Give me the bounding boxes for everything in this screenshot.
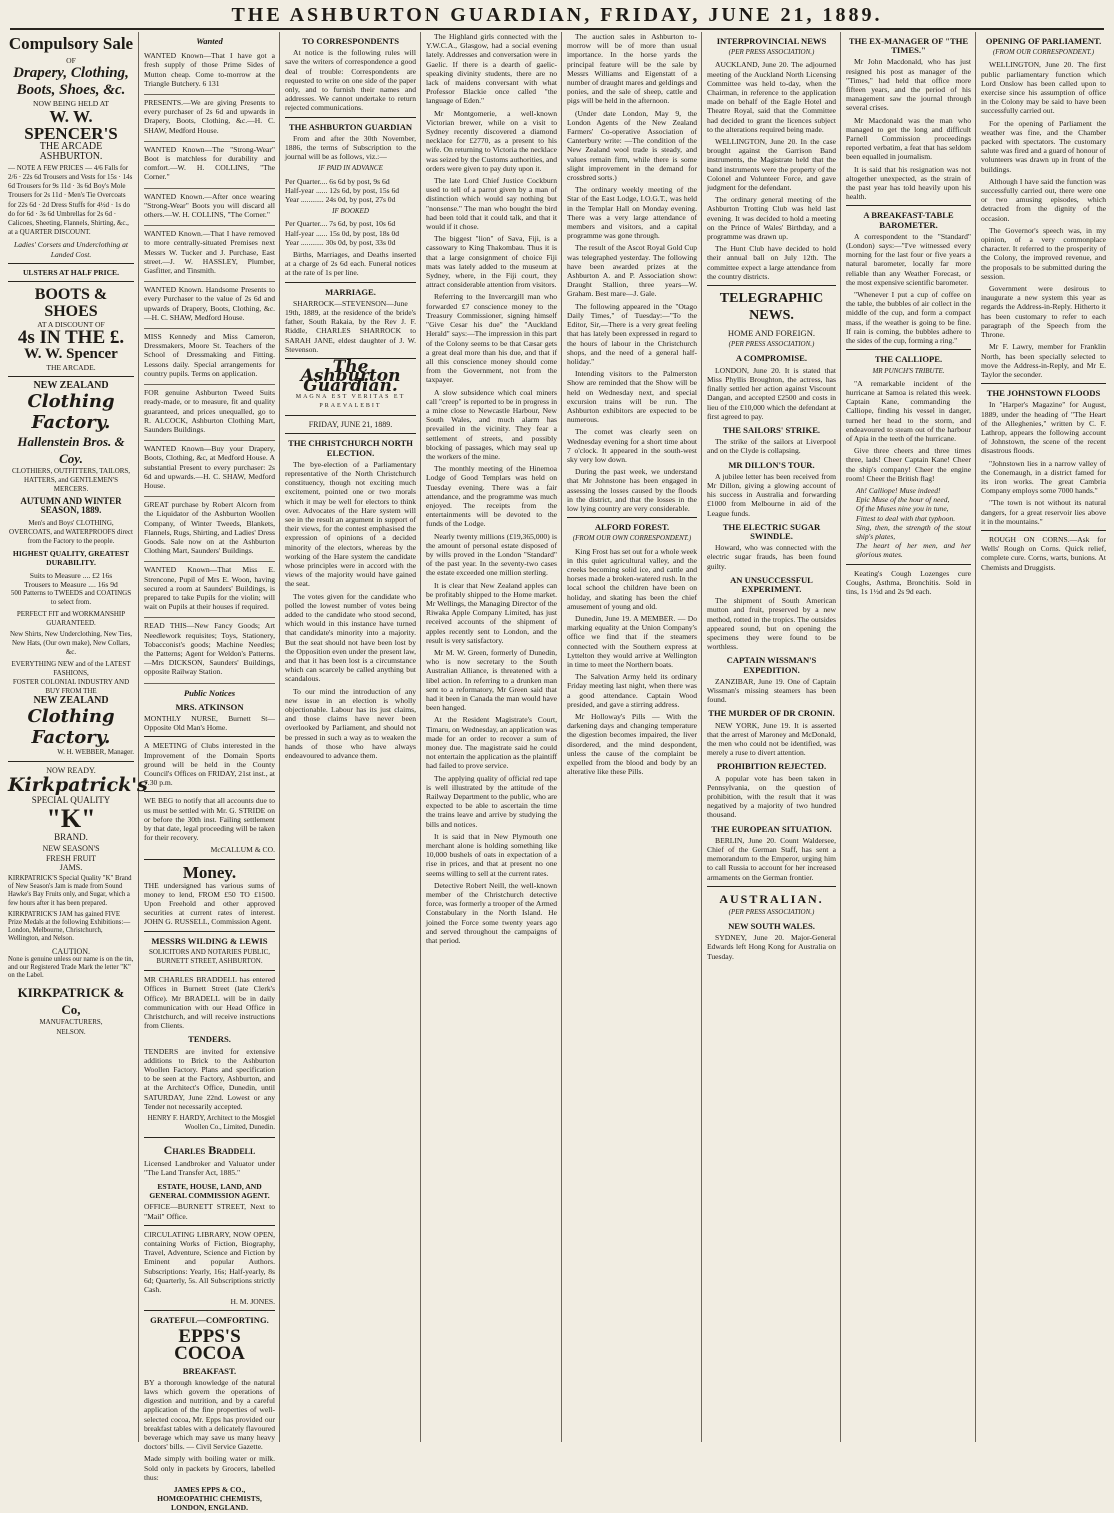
sailors-heading: THE SAILORS' STRIKE. (722, 424, 821, 435)
wanted-ad: WANTED Known—That Miss E. Strencone, Pupil of Mrs E. Woon, having secured a room at Saunders' Buildings, is prepared to take Pupils for the violin; will wait on Pupils at their houses if required. (144, 562, 275, 618)
column-6 (703, 32, 841, 1442)
trousers-price: Trousers to Measure .... 16s 9d (24, 579, 118, 589)
news-paragraph: Intending visitors to the Palmerston Show are reminded that the Show will be held on Wednesday next, and special excursion trains will be run. The Ashburton exhibitors are expected to be numerous. (567, 369, 697, 425)
column-7 (842, 32, 976, 1442)
masthead (10, 2, 1104, 30)
meeting-notice: A MEETING of Clubs interested in the Improvement of the Domain Sports ground will be held in the County Council's Offices on FRIDAY, 21st inst., at 7.30 p.m. (144, 741, 275, 788)
news-paragraph: WELLINGTON, June 20. The first public parliamentary function which Lord Onslow has been called upon to exercise since his assumption of office in the Colony may be said to have been successfully carried out. (981, 60, 1106, 116)
poem-line: Of the Muses nine you in tune, (856, 504, 949, 514)
tariff-line: Per Quarter.... 7s 6d, by post, 10s 6d (285, 219, 396, 229)
season-line: AUTUMN AND WINTER SEASON, 1889. (20, 496, 122, 516)
mccallum-sign: McCALLUM & CO. (210, 845, 275, 855)
quality-line: HIGHEST QUALITY, GREATEST DURABILITY. (12, 549, 130, 568)
news-paragraph: The auction sales in Ashburton to-morrow will be of more than usual importance. In the horse yards the principal feature will be the sale by Messrs Williams and Eigenstatt of a number of draught mares and geldings and ponies, and the sale of sheep, cattle and pigs will be held in the afternoon. (567, 32, 697, 106)
nelson: NELSON. (56, 1027, 86, 1036)
tenders-heading: TENDERS. (188, 1034, 231, 1045)
sale-of: OF (66, 56, 76, 65)
new-season: NEW SEASON'S (42, 844, 100, 854)
news-paragraph: The ordinary weekly meeting of the Star of the East Lodge, I.O.G.T., was held in the Templar Hall on Monday evening. There was a very large attendance of members and visitors, and a capital programme was gone through. (567, 185, 697, 241)
tariff-advance-label: IF PAID IN ADVANCE (318, 164, 383, 173)
prohibition-text: A popular vote has been taken in Pennsylvania, on the question of prohibition, with the result that it was negatived by a majority of two hundred thousand. (707, 773, 836, 820)
nsw-heading: NEW SOUTH WALES. (728, 921, 815, 932)
factory-heading: Clothing Factory. (27, 390, 115, 433)
sale-heading: Compulsory Sale (8, 34, 134, 53)
news-paragraph: "A remarkable incident of the hurricane at Samoa is related this week. Captain Kane, commanding the Calliope, finding his vessel in danger, turned her head to the storm, and endeavoured to steam out of the harbour of Apia in the teeth of the hurricane. (846, 378, 971, 443)
brand-k-logo: "K" (46, 804, 96, 834)
wilding-lewis: MESSRS WILDING & LEWIS (151, 935, 268, 946)
bradell-heading: Charles Braddell (163, 1142, 256, 1157)
news-paragraph: The applying quality of official red tape is well illustrated by the attitude of the Railway Department to the public, who are expected to be able to ascertain the time the trains leave and arrive by studying the bills and notices. (426, 773, 557, 829)
grateful-line: GRATEFUL—COMFORTING. (150, 1315, 269, 1326)
tariff-booked-label: IF BOOKED (332, 207, 369, 216)
interprov-heading: INTERPROVINCIAL NEWS (716, 36, 827, 46)
special-quality: SPECIAL QUALITY (31, 794, 111, 805)
column-8 (977, 32, 1110, 1442)
hallenstein-name: Hallenstein Bros. & Coy. (17, 433, 125, 466)
monthly-nurse: MONTHLY NURSE, Burnett St—Opposite Old Man's Home. (144, 713, 275, 733)
opening-sub: (FROM OUR CORRESPONDENT.) (992, 48, 1095, 57)
news-paragraph: Government were desirous to inaugurate a new system this year as regards the Address-in-Reply. Hitherto it has been customary to refer to each paragraph of the Speech from the Throne. (981, 284, 1106, 340)
news-paragraph: It is clear that New Zealand apples can be profitably shipped to the Home market. Mr Wellings, the Managing Director of the Riwaka Apple Company Limited, has just received accounts of the shipment of apples recently sent to London, and the result is very satisfactory. (426, 580, 557, 645)
kirk-co: KIRKPATRICK & Co, (17, 985, 125, 1018)
floods-heading: THE JOHNSTOWN FLOODS (986, 388, 1101, 399)
australian-heading: AUSTRALIAN. (719, 891, 824, 906)
column-1 (4, 32, 148, 1442)
tariff-line: Year ............ 24s 0d, by post, 27s 0d (285, 195, 396, 205)
manufacturers: MANUFACTURERS, (39, 1018, 103, 1027)
news-paragraph: The late Lord Chief Justice Cockburn used to tell of a parrot given by a man of distinction which would say nothing but "nonsense." The man who bought the bird had been told that it could talk, and that it would if it chose. (426, 176, 557, 232)
kirkpatrick-heading: Kirkpatrick's (8, 773, 148, 796)
poem-line: Fittest to deal with that typhoon. (856, 513, 956, 523)
news-paragraph: Detective Robert Neill, the well-known member of the Christchurch detective force, was formerly a trooper of the Armed Constabulary in the North Island. He joined the Force some twenty years ago and served throughout the campaigns of that period. (426, 880, 557, 946)
leader-paragraph: The votes given for the candidate who polled the lowest number of votes being added to the candidate who stood second, which would in this instance have turned that candidate's minority into a majority. But the seat should not have been lost by the Opposition even under the present law, and that it has been lost is a circumstance which can scarcely be called anything but scandalous. (285, 591, 416, 684)
sailors-text: The strike of the sailors at Liverpool and on the Clyde is collapsing. (707, 437, 836, 456)
calliope-sub: MR PUNCH'S TRIBUTE. (872, 366, 945, 375)
barometer-heading: A BREAKFAST-TABLE BAROMETER. (863, 210, 954, 230)
wanted-ad: WANTED Known.—After once wearing "Strong-Wear" Boots you will discard all others.—W. H. COLLINS, "The Corner." (144, 189, 275, 227)
compromise-text: LONDON, June 20. It is stated that Miss Phyllis Broughton, the actress, has finally settled her action against Viscount Dangan, and accepted £2500 and costs in lieu of the £10,000 which the defendant at first agreed to pay. (707, 365, 836, 421)
news-paragraph: Give three cheers and three times three, lads! Cheer Captain Kane! Cheer the ship's company! Cheer the engine room! Cheer the British flag! (846, 446, 971, 483)
news-paragraph: The monthly meeting of the Hinemoa Lodge of Good Templars was held on Tuesday evening. There was a fair attendance, and the programme was much enjoyed. The receipts from the entertainments will be devoted to the funds of the Lodge. (426, 464, 557, 529)
marriage-notice: SHARROCK—STEVENSON—June 19th, 1889, at the residence of the bride's father, South Rakaia, by the Rev J. F. Riddle, CHARLES SHARROCK to SARAH JANE, eldest daughter of J. W. Stevenson. (285, 298, 416, 354)
paper-flag: The Ashburton Guardian. (300, 357, 401, 396)
news-paragraph: Mr Holloway's Pills — With the darkening days and changing temperature the digestion becomes impaired, the liver disordered, and the mind despondent, unless the cause of the complaint be expelled from the blood and body by an alterative like these Pills. (567, 712, 697, 777)
jam-description: KIRKPATRICK'S Special Quality "K" Brand of New Season's Jam is made from Sound Hawke's Bay Fruits only, and Sugar, which a few hours after it has been prepared. (8, 874, 132, 907)
tenders-text: TENDERS are invited for extensive additions to Brick to the Ashburton Woollen Factory. Plans and specification to be seen at the Factory, Ashburton, and at the Architect's Office, Dunedin, until SATURDAY, June 22nd. Lowest or any Tender not necessarily accepted. (144, 1046, 275, 1111)
estate-line: ESTATE, HOUSE, LAND, AND GENERAL COMMISSION AGENT. (149, 1181, 270, 1201)
telegraphic-heading: TELEGRAPHIC NEWS. (719, 291, 824, 324)
opening-heading: OPENING OF PARLIAMENT. (985, 36, 1102, 46)
news-paragraph: For the opening of Parliament the weather was fine, and the Chamber packed with spectators. The customary salute was fired and a guard of honour of volunteers was drawn up in front of the buildings. (981, 118, 1106, 174)
suits-price: Suits to Measure .... £2 16s (29, 570, 113, 580)
news-paragraph: A slow subsidence which coal miners call "creep" is reported to be in progress in a mine close to Newcastle Harbour, New South Wales, and much alarm has prevailed in the vicinity. They fear a settlement of streets, and possibly blocking of passages, which may seal up the workers of the mine. (426, 387, 557, 461)
accounts-notice: WE BEG to notify that all accounts due to us must be settled with Mr. G. STRIDE on or before the 30th inst. Failing settlement by that date, legal proceeding will be taken for their recovery. (144, 796, 275, 843)
australian-sub: (PER PRESS ASSOCIATION.) (728, 907, 815, 916)
nz-heading: NEW ZEALAND (33, 380, 109, 392)
experiment-heading: AN UNSUCCESSFUL EXPERIMENT. (730, 574, 813, 594)
alford-text: King Frost has set out for a whole week in this quiet agricultural valley, and the creeks becoming solid ice, and cattle and horses made a broken-watered rush. In the local school the children have been on holiday, and skating has been the chief amusement of young and old. (567, 546, 697, 611)
telegraphic-sub: HOME AND FOREIGN. (727, 328, 816, 339)
jams-label: JAMS. (59, 862, 83, 872)
sale-items: Drapery, Clothing, Boots, Shoes, &c. (13, 65, 129, 99)
tariff-line: Half-year ...... 15s 0d, by post, 18s 0d (285, 228, 400, 238)
solicitors-line: SOLICITORS AND NOTARIES PUBLIC, BURNETT STREET, ASHBURTON. (148, 947, 271, 966)
poem-line: Sing, then, the strength of the stout ship's plates, (856, 522, 971, 541)
poem-line: The heart of her men, and her glorious mates. (856, 541, 971, 560)
sugar-heading: THE ELECTRIC SUGAR SWINDLE. (722, 521, 821, 541)
library-signature: H. M. JONES. (230, 1297, 275, 1307)
news-paragraph: "Johnstown lies in a narrow valley of the Conemaugh, in a district famed for its iron works. The great Cambria Company employs some 7000 hands." (981, 458, 1106, 496)
wanted-ad: GREAT purchase by Robert Alcorn from the Liquidator of the Ashburton Woollen Company, of Winter Tweeds, Blankets, Flannels, Rugs, Shirting, and Ladies' Dress Goods. Sale now on at the Ashburton Clothing Mart, Saunders' Buildings. (144, 497, 275, 562)
masthead-title: THE ASHBURTON GUARDIAN, FRIDAY, JUNE 21, 1889. (231, 4, 883, 26)
interprov-sub: (PER PRESS ASSOCIATION.) (728, 48, 815, 57)
marriage-heading: MARRIAGE. (325, 286, 376, 297)
news-paragraph: Mr Macdonald was the man who managed to get the long and difficult Parnell Commission proceedings reported verbatim, a feat that has seldom been equalled in journalism. (846, 115, 971, 162)
atkinson-name: MRS. ATKINSON (175, 701, 244, 712)
news-paragraph: The ordinary general meeting of the Ashburton Trotting Club was held last evening. It was decided to hold a meeting on the Prince of Wales' Birthday, and a programme was drawn up. (707, 195, 836, 242)
money-text: THE undersigned has various sums of money to lend, FROM £50 TO £1500. Upon Freehold and other approved securities at current rates of interest. JOHN G. RUSSELL, Commission Agent. (144, 880, 275, 927)
epps-made: Made simply with boiling water or milk. Sold only in packets by Grocers, labelled thus: (144, 1454, 275, 1482)
column-3 (281, 32, 421, 1442)
sugar-text: Howard, who was connected with the electric sugar frauds, has been found guilty. (707, 543, 836, 571)
calliope-heading: THE CALLIOPE. (874, 354, 943, 365)
tariff-line: Half-year ...... 12s 6d, by post, 15s 6d (285, 185, 400, 195)
news-paragraph: WELLINGTON, June 20. In the case brought against the Garrison Band instruments, the Magistrate held that the band instruments were the property of the Colonel and Volunteer Force, and gave judgment for the defendant. (707, 137, 836, 193)
cronin-text: NEW YORK, June 19. It is asserted that the arrest of Maroney and McDonald, the men who could not be identified, was merely a ruse to divert attention. (707, 720, 836, 758)
poem-block (846, 486, 971, 560)
correspondents-text: At notice is the following rules will save the writers of correspondence a good deal of trouble: Correspondents are requested to write on one side of the paper only, and to furnish their names and addresses. We cannot undertake to return rejected communications. (285, 48, 416, 113)
wanted-ad: FOR genuine Ashburton Tweed Suits ready-made, or to measure, fit and quality guaranteed, and prices unequalled, go to R. ALCOCK, Ashburton Clothing Mart, Saunders Buildings. (144, 385, 275, 441)
sale-now: NOW BEING HELD AT (33, 99, 109, 109)
news-paragraph: Mr Montgomerie, a well-known Victorian brewer, while on a visit to Sydney recently discovered a diamond necklace for £2770, as a present to his wife. On returning to Victoria the necklace was seized by the Customs authorities, and orders were given to pay duty upon it. (426, 108, 557, 173)
tariff-line: Per Quarter.... 6s 6d by post, 9s 6d (285, 176, 390, 186)
caution-text: None is genuine unless our name is on the tin, and our Registered Trade Mark the letter "K" on the Label. (8, 955, 134, 980)
europe-text: BERLIN, June 20. Count Waldersee, Chief of the German Staff, has sent a memorandum to the Emperor, urging him to call Russia to account for her increased armaments on the German frontier. (707, 835, 836, 882)
wanted-ad: WANTED Known—The "Strong-Wear" Boot is matchless for durability and comfort.—W. H. COLLINS, "The Corner." (144, 142, 275, 189)
ladies-note: Ladies' Corsets and Underclothing at Landed Cost. (14, 240, 128, 259)
correspondents-heading: TO CORRESPONDENTS (301, 36, 400, 46)
spencer-second: W. W. Spencer (24, 346, 118, 363)
news-paragraph: The Salvation Army held its ordinary Friday meeting last night, when there was a good attendance. Captain Wood presided, and gave a stirring address. (567, 672, 697, 709)
issue-date: FRIDAY, JUNE 21, 1889. (308, 420, 393, 430)
new-shirts-line: New Shirts, New Underclothing, New Ties, New Hats, (Our own make), New Collars, &c. (9, 629, 133, 657)
outfitters-line: CLOTHIERS, OUTFITTERS, TAILORS, HATTERS, and GENTLEMEN'S MERCERS. (11, 466, 131, 494)
paper-motto: MAGNA EST VERITAS ET PRAEVALEBIT (295, 393, 406, 409)
caution-heading: CAUTION. (52, 946, 90, 956)
mens-boys-line: Men's and Boys' CLOTHING, OVERCOATS, and WATERPROOFS direct from the Factory to the people. (9, 518, 133, 546)
compromise-heading: A COMPROMISE. (735, 353, 808, 364)
news-paragraph: The biggest "lion" of Sava, Fiji, is a cassowary to King Thakombau. Thus it is that a large consignment of choice Fiji mats was lately added to the museum at Sydney, where, in the Fiji court, they attract considerable attention from visitors. (426, 234, 557, 290)
webber-manager: W. H. WEBBER, Manager. (57, 747, 134, 756)
leader-heading: THE CHRISTCHURCH NORTH ELECTION. (288, 438, 413, 458)
factory-second: Clothing Factory. (27, 705, 115, 748)
epps-text: BY a thorough knowledge of the natural laws which govern the operations of digestion and nutrition, and by a careful application of the fine properties of well-selected cocoa, Mr. Epps has provided our breakfast tables with a delicately flavoured beverage which may save us many heavy doctors' bills. — Civil Service Gazette. (144, 1377, 275, 1452)
leader-paragraph: The bye-election of a Parliamentary representative of the North Christchurch constituency, though not exciting much excitement, pointed one or two morals which it may be well for electors to think over. Advocates of the Hare system will see in the result an argument in support of their views, for the contest emphasised the expression of opinions of a decided minority of the electors, whereas by the working of the Hare system the candidate whose principles were in accord with the views of the majority would have gained the seat. (285, 459, 416, 589)
ulsters-note: ULSTERS AT HALF PRICE. (22, 267, 120, 277)
news-paragraph: (Under date London, May 9, the London Agents of the New Zealand Farmers' Co-operative Association of Canterbury write: —The condition of the New Zealand wool trade is steady, and values remain firm, while there is some slight improvement in the demand for crossbred sorts.) (567, 108, 697, 183)
news-paragraph: The Hunt Club have decided to hold their annual ball on July 12th. The committee expect a large attendance from the country districts. (707, 244, 836, 281)
news-paragraph: It is said that in New Plymouth one merchant alone is holding something like 10,000 bushels of oats in expectation of a rise in prices, and that at present no one seems willing to sell at the current rates. (426, 831, 557, 878)
wanted-ad: PRESENTS.—We are giving Presents to every purchaser of 2s 6d and upwards in Drapery, Boots, Clothing, &c.—H. C. SHAW, Medford House. (144, 95, 275, 142)
alford-heading: ALFORD FOREST. (594, 522, 670, 533)
news-paragraph: Mr John Macdonald, who has just resigned his post as manager of the "Times," had held that office more fifteen years, and the period of his management saw the journal through several crises. (846, 57, 971, 113)
boots-rate: 4s IN THE £. (17, 327, 125, 349)
tariff-heading: THE ASHBURTON GUARDIAN (288, 121, 413, 132)
telegraphic-sub2: (PER PRESS ASSOCIATION.) (728, 340, 815, 349)
library-notice: CIRCULATING LIBRARY, NOW OPEN, containing Works of Fiction, Biography, Travel, Adventure, Science and Fiction by Eminent and popular Authors. Subscriptions: Yearly, 16s; Half-yearly, 8s 6d; Quarterly, 5s. All Subscriptions strictly Cash. (144, 1229, 275, 1294)
bradell-licensed: Licensed Landbroker and Valuator under "The Land Transfer Act, 1885." (144, 1158, 275, 1177)
nsw-text: SYDNEY, June 20. Major-General Edwards left Hong Kong for Australia on Tuesday. (707, 933, 836, 961)
experiment-text: The shipment of South American mutton and fruit, preserved by a new method, rotted in the tropics. The outsides appeared sound, but on opening the specimens they were found to be worthless. (707, 596, 836, 652)
column-5 (563, 32, 702, 1442)
news-paragraph: In "Harper's Magazine" for August, 1889, under the heading of "The Heart of the Alleghenies," written by C. F. Lathrop, appears the following account of Johnstown, the scene of the recent disastrous floods. (981, 400, 1106, 456)
keating-ad: Keating's Cough Lozenges cure Coughs, Asthma, Bronchitis. Sold in tins, 1s 1½d and 2s 9d each. (846, 568, 971, 596)
tariff-line: Year ............ 30s 0d, by post, 33s 0d (285, 237, 396, 247)
news-paragraph: During the past week, we understand that Mr Johnstone has been engaged in assessing the losses caused by the floods in the district, and that the losses in the low lying country are very considerable. (567, 467, 697, 513)
europe-heading: THE EUROPEAN SITUATION. (711, 823, 832, 834)
news-paragraph: AUCKLAND, June 20. The adjourned meeting of the Auckland North Licensing Committee was held to-day, when the Chairman, in reference to the application made on behalf of the Eagle Hotel and Theatre Royal, said that the Committee had decided to grant the licences subject to the alterations required being made. (707, 60, 836, 134)
news-paragraph: At the Resident Magistrate's Court, Timaru, on Wednesday, an application was made for an order to recover a sum of money due. The magistrate said he could not entertain the application as the plaintiff had failed to prove service. (426, 715, 557, 771)
boots-discount: AT A DISCOUNT OF (37, 320, 105, 330)
news-paragraph: "The town is not without its natural dangers, for a great reservoir lies above it in the mountains." (981, 498, 1106, 526)
news-paragraph: Referring to the Invercargill man who forwarded £7 conscience money to the Treasury Commissioner, signing himself "Give Cesar his due" the "Auckland Herald" says:—The impression in this part of the Colony seems to be that Cæsar gets a great deal more than his due, and that if all this conscience money should come from the Government, not from the taxpayer. (426, 292, 557, 385)
wanted-ad: READ THIS—New Fancy Goods; Art Needlework requisites; Toys, Stationery, Tobacconist's goods; Machine Needles; the Patterns; Agent for Weldon's Patterns.—Mrs DICKSON, Saunders' Buildings, opposite Railway Station. (144, 618, 275, 683)
news-paragraph: The Governor's speech was, in my opinion, of a very commonplace character. It referred to the prosperity of the Colony, the improved revenue, and the proposals to be submitted during the session. (981, 225, 1106, 281)
news-paragraph: The Highland girls connected with the Y.W.C.A., Glasgow, had a social evening lately. Addresses and conversation were in Gaelic. If there is a dearth of gaelic-speaking divinity students, there are no lack of maidens conversant with what Professor Blackie once called "the language of Eden." (426, 32, 557, 106)
wissman-text: ZANZIBAR, June 19. One of Captain Wissman's missing steamers has been found. (707, 676, 836, 705)
money-heading: Money. (182, 862, 237, 882)
everything-line: EVERYTHING NEW and of the LATEST FASHIONS, (11, 659, 131, 677)
news-paragraph: "Whenever I put a cup of coffee on the table, the bubbles of air collect in the middle of the cup, and form a compact mass, if the weather is going to be fine. If rain is coming, the bubbles adhere to the sides of the cup, forming a ring." (846, 290, 971, 346)
news-paragraph: Although I have said the function was successfully carried out, there were one or two amusing episodes, which detracted from the dignity of the occasion. (981, 176, 1106, 223)
poem-line: Ah! Calliope! Muse indeed! (856, 485, 941, 495)
wanted-ad: WANTED Known.—That I have removed to more centrally-situated Premises next Messrs W. Tucker and J. Purchase, East street.—J. W. HASSLEY, Plumber, Gasfitter, and Tinsmith. (144, 226, 275, 282)
tariff-note: Births, Marriages, and Deaths inserted at a charge of 2s 6d each. Funeral notices at the rate of 1s per line. (285, 250, 416, 278)
column-4 (422, 32, 562, 1442)
column-2 (140, 32, 280, 1513)
now-ready: NOW READY. (46, 765, 96, 775)
poem-line: Epic Muse of the hour of need, (856, 495, 950, 505)
news-paragraph: The comet was clearly seen on Wednesday evening for a short time about 7 o'clock. It appeared in the south-west sky very low down. (567, 427, 697, 464)
office-line: OFFICE—BURNETT STREET, Next to "Mail" Office. (144, 1202, 275, 1221)
wanted-heading: Wanted (196, 36, 223, 46)
spencer-name: W. W. SPENCER'S (24, 107, 118, 144)
alford-sub: (FROM OUR OWN CORRESPONDENT.) (572, 534, 692, 543)
public-notices-heading: Public Notices (183, 687, 236, 698)
boots-heading: BOOTS & SHOES (34, 286, 108, 321)
epps-sign: JAMES EPPS & CO., HOMŒOPATHIC CHEMISTS, LONDON, ENGLAND. (157, 1484, 262, 1513)
spencer-place: THE ARCADE ASHBURTON. (39, 141, 103, 162)
news-paragraph: A correspondent to the "Standard" (London) says:—"I've witnessed every morning for the last four or five years a natural barometer, locally far more reliable than any Weather Forecast, or the most expensive scientific barometer. (846, 231, 971, 287)
wanted-ad: WANTED Known—Buy your Drapery, Boots, Clothing, &c, at Medford House. A substantial Present to every purchaser: 2s 6d and upwards.—H. C. SHAW, Medford House. (144, 441, 275, 497)
prohibition-heading: PROHIBITION REJECTED. (716, 761, 827, 772)
news-paragraph: Mr M. W. Green, formerly of Dunedin, who is now secretary to the South Australian Alliance, is threatened with a libel action. In referring to a drunken man sent to a reformatory, Mr Green said that had it been in Canada the man would have been hanged. (426, 648, 557, 713)
wissman-heading: CAPTAIN WISSMAN'S EXPEDITION. (726, 655, 817, 675)
wanted-ad: MISS Kennedy and Miss Cameron, Dressmakers, Moore St. Teachers of the School of Dressmaking and Fitting. Lessons daily. Special arrangements for country pupils. Terms on application. (144, 329, 275, 385)
nz-second: NEW ZEALAND (33, 695, 109, 707)
news-paragraph: It is said that his resignation was not altogether unexpected, as the strain of the past year has told heavily upon his health. (846, 164, 971, 202)
corns-ad: ROUGH ON CORNS.—Ask for Wells' Rough on Corns. Quick relief, complete cure. Corns, warts, bunions. At Chemists and Druggists. (981, 534, 1106, 572)
wanted-ad: WANTED Known—That I have got a fresh supply of those Prime Sides of Mutton cheap. Come to-morrow at the Triangle Butchery. 6 131 (144, 48, 275, 95)
wanted-ad: WANTED Known. Handsome Presents to every Purchaser to the value of 2s 6d and upwards of Drapery, Boots, Clothing, &c.—H. C. SHAW, Medford House. (144, 282, 275, 329)
prices-note: — NOTE A FEW PRICES — 4/6 Falls for 2/6 · 22s 6d Trousers and Vests for 15s · 14s 6d Trousers for 9s 11d · 3s 6d Boy's Mole Trousers for 2s 11d · Men's Tie Overcoats for 22s 6d · 2d Dress Stuffs for 4½d · 1s do do for 6d · 3s 6d Umbrellas for 2s 6d · Calicoes, Sheeting, Flannels, Shirting, &c., at a QUARTER DISCOUNT. (8, 163, 133, 237)
foster-line: FOSTER COLONIAL INDUSTRY AND BUY FROM THE (12, 677, 130, 696)
bradell-notice: MR CHARLES BRADDELL has entered Offices in Burnett Street (late Clerk's Office). Mr BRADELL will be in daily communication with our Head Office in Christchurch, and will receive instructions from Clients. (144, 975, 275, 1031)
perfect-fit-line: PERFECT FIT and WORKMANSHIP GUARANTEED. (16, 609, 126, 627)
epps-heading: EPPS'S COCOA (174, 1325, 245, 1364)
tariff-intro: From and after the 30th November, 1886, the terms of Subscription to the journal will be as follows, viz.:— (285, 133, 416, 162)
brand-label: BRAND. (54, 832, 88, 843)
patterns-line: 500 Patterns to TWEEDS and COATINGS to select from. (10, 589, 132, 607)
news-paragraph: Dunedin, June 19. A MEMBER. — Do marking equality at the Union Company's office we find that if the steamers connected with the Southern express at Lyttelton they would arrive at Wellington in time to meet the Northern boats. (567, 613, 697, 669)
cronin-heading: THE MURDER OF DR CRONIN. (708, 708, 835, 719)
news-paragraph: Mr F. Lawry, member for Franklin North, has been specially selected to move the Address-in-Reply, and Mr E. Taylor the seconder. (981, 342, 1106, 379)
dillon-text: A jubilee letter has been received from Mr Dillon, giving a glowing account of his success in Australia and forwarding £1000 from Melbourne in aid of the League funds. (707, 471, 836, 518)
jam-prizes: KIRKPATRICK'S JAM has gained FIVE Prize Medals at the following Exhibitions:— London, Melbourne, Christchurch, Wellington, and Nelson. (8, 910, 131, 943)
arcade-second: THE ARCADE. (46, 363, 96, 373)
hardy-sign: HENRY F. HARDY, Architect to the Mosgiel Woollen Co., Limited, Dunedin. (147, 1114, 275, 1132)
page-columns (4, 32, 1110, 1513)
news-paragraph: The following appeared in the "Otago Daily Times," of Tuesday:—"To the Editor, Sir,—There is a very great feeling that has lately been expressed in regard to the hours of labour in the Christchurch shops, and the need of a general half-holiday." (567, 301, 697, 366)
news-paragraph: Nearly twenty millions (£19,365,000) is the amount of personal estate disposed of by wills proved in the London "Standard" of the past year. In the seventy-two cases the estate exceeded one million sterling. (426, 531, 557, 578)
fresh-fruit: FRESH FRUIT (45, 853, 96, 863)
leader-paragraph: To our mind the introduction of any new issue in an election is wholly objectionable. Labour has its just claims, and those claims have never been overlooked by Parliament, and should not be pressed in such a way as to weaken the hands of those who have always endeavoured to advance them. (285, 686, 416, 761)
breakfast-label: BREAKFAST. (182, 1365, 237, 1376)
dillon-heading: MR DILLON'S TOUR. (728, 459, 815, 470)
ex-manager-heading: THE EX-MANAGER OF "THE TIMES." (848, 36, 969, 56)
news-paragraph: The result of the Ascot Royal Gold Cup was telegraphed yesterday. The following have been awarded prizes at the Ashburton A. and P. Association show: Draught Stallion, three years—W. Graham. Best mare—J. Gale. (567, 243, 697, 299)
